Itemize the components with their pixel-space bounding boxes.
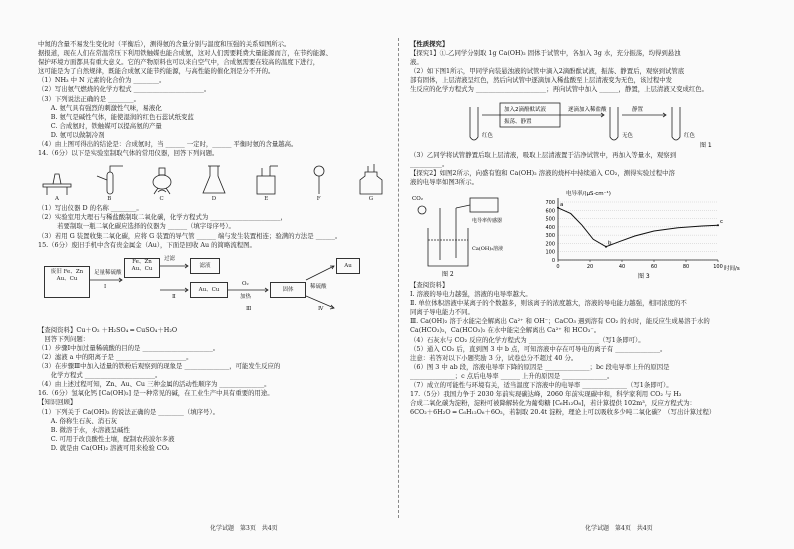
text-line: Ⅰ. 溶液的导电力越强，溶液的电导率越大。 [410,290,532,299]
text-line: 据报道，现在人们在常温常压下利用铁触媒也能合成氨，这对人们需要耗费大量能源而言，在节约能源、 [38,49,332,58]
text-line: （5）通入 CO₂ 后，直到图 3 中 b 点，可知溶液中存在可导电的离子有 ______________。 [410,344,667,353]
inquiry-2 [410,151,762,187]
text-line: 【探究2】如图2所示，向盛有饱和 Ca(OH)₂ 溶液的烧杯中持续通入 CO₂，测得实验过程中溶 [410,168,675,177]
chart-point [557,207,559,209]
flow-box-text: 废旧 Fe、Zn Au、Cu [50,268,84,282]
text-line: 17.（5分）我国力争于 2030 年前实现碳达峰，2060 年前实现碳中和，科学家利用 CO₂ 与 H₂ [410,390,682,399]
fig1-step-label: 加入2滴酚酞试液 [504,106,546,113]
chart-ytick-label: 400 [545,224,555,231]
apparatus-figure [38,159,390,203]
figure-3-caption: 图 3 [638,272,650,280]
text-line: A. 俗称生石灰、消石灰 [38,416,117,425]
question-14-parts [38,204,390,240]
flow-step-label: 稀硫酸 [310,283,327,290]
text-line: Ca(HCO₃)₂，Ca(HCO₃)₂ 在水中能完全解离出 Ca²⁺ 和 HCO₃⁻。 [410,326,601,335]
flow-stage-number: Ⅳ [318,305,324,312]
text-line: B. 氨气是碱性气体，能使湿润的红色石蕊试纸变蓝 [38,112,194,121]
text-line: 【查阅资料】 [410,280,449,289]
figure-1-caption: 图 1 [700,141,712,149]
chart-point [717,224,719,226]
text-line: 16.（6分）氢氧化钙 [Ca(OH)₂] 是一种常见的碱，在工业生产中具有重要的用途。 [38,389,274,398]
text-line: 保护环境方面都具有重大意义。它的产物原料也可以来自空气中，合成氨需要在较高的温度下进行， [38,58,320,67]
apparatus-label: B [107,196,112,203]
text-line: 15.（6分）废旧手机中含有贵金属金（Au），下面是回收 Au 的简略流程图。 [38,240,256,249]
question-15-parts [38,326,390,390]
chart-xtick-label: 100 [713,263,723,270]
apparatus-label: E [264,196,269,203]
text-line: 【知识回顾】 [38,398,77,407]
text-line: （3）若用 G 装置收集二氧化碳，应将 G 装置的导气管 ______ 端与发生装置相连；验满的方法是 ______。 [38,231,342,240]
text-line: （3）乙同学将试管静置后取上层清液，吸取上层清液置于洁净试管中，再加入等量水，观察到 [410,150,677,159]
text-line: （1）写出仪器 D 的名称 ________。 [38,204,143,213]
conductivity-chart [528,188,758,280]
question-16 [38,389,390,453]
text-line: （3）在步骤Ⅲ中加入适量的铁粉后观察到的现象是 ______________，可能发生反应的 [38,362,281,371]
text-line: D. 氨可以做制冷剂 [38,130,105,139]
text-line: （1）NH₃ 中 N 元素的化合价为 ________。 [38,76,166,85]
fig2-label: Ca(OH)₂溶液 [472,245,504,252]
flow-box-text: Au [344,262,352,269]
fig1-step-label: 逐滴加入稀盐酸 [568,106,607,113]
chart-point-label: c [720,219,724,226]
apparatus-a [38,162,76,203]
text-line: 部有固体，上层清液呈红色，然后向试管中逐滴加入稀盐酸至上层清液变为无色，该过程中发 [410,76,673,85]
footer-page-3: 化学试题 第3页 共4页 [210,525,278,532]
figure-1 [410,97,762,149]
left-column [38,40,390,515]
apparatus-label: A [55,196,59,203]
passage-ammonia [38,40,390,76]
text-line: ______________；c 点后电导率 ______ 上升的原因是 ______________。 [410,371,614,380]
text-line: （7）成立的可能性与环境有关，适当温度下溶液中的电导率 ______________（写1条即可）。 [410,380,673,389]
text-line: （2）如下图1所示，甲同学向装悬浊液的试管中滴入2滴酚酞试液，振荡、静置后，观察到试管底 [410,67,685,76]
figure-2-caption: 图 2 [442,270,454,278]
apparatus-label: D [211,196,217,203]
flow-step-label: O₂ [242,280,249,287]
text-line: Ⅱ. 单位体积溶液中某离子的个数越多，则该离子的浓度越大，溶液的导电能力越强，相同浓度的不 [410,299,687,308]
text-line: C. 合成氨时，铁触媒可以提高氨的产量 [38,121,162,130]
apparatus-label: F [316,196,321,203]
chart-xtick-label: 20 [586,263,594,270]
text-line: 化学方程式 ______________________。 [38,371,162,380]
flow-stage-number: Ⅰ [104,283,107,290]
text-line: （4）由上图可得出的结论是：合成氨时，当 ______ 一定时，______ 平衡时氨的含量越高。 [38,140,298,149]
fig1-color-label: 红色 [684,132,696,139]
apparatus-b [90,162,128,203]
fig1-color-label: 无色 [622,132,634,139]
fig1-color-label: 红色 [482,132,494,139]
text-line: 中氮的含量不易发生变化时（平衡后），测得氨的含量分别与温度和压强的关系如图所示。 [38,40,291,48]
flow-box-au-cu [190,282,228,298]
fig1-step-label: 静置 [632,106,644,113]
text-line: 生反应的化学方程式为 ______________________；再向试管中加入 ______，静置，上层清液又变成红色。 [410,85,709,94]
text-line: C. 可用于改良酸性土壤，配制农药波尔多液 [38,434,175,443]
text-line: （4）由上述过程可知，Zn、Au、Cu 三种金属的活动性顺序为 ______________。 [38,380,271,389]
flow-box-solid [270,282,306,298]
chart-point-label: b [608,240,612,247]
apparatus-f [300,162,338,203]
flow-box-raw [44,266,90,298]
flow-box-text: 滤液 [199,262,211,269]
question-15-stem [38,241,390,250]
chart-xtick-label: 80 [682,263,690,270]
apparatus-c [143,162,181,203]
flow-box-filtrate [190,258,220,274]
inquiry-3-and-question-17 [410,281,762,417]
apparatus-label: G [368,196,374,203]
figures-2-3 [410,188,762,280]
flow-box-text: Fe、Zn Au、Cu [131,258,153,272]
fig2-label: CO₂ [412,195,423,202]
chart-series-line [558,208,718,247]
text-line: 若要制取一瓶二氧化碳应选择的仪器为 ______（填字母序号）。 [38,222,235,231]
text-line: 回答下列问题： [38,334,90,343]
chart-ytick-label: 600 [545,208,555,215]
apparatus-label: C [159,196,164,203]
text-line: （2）实验室用大理石与稀盐酸制取二氧化碳，化学方程式为 ______________________， [38,213,287,222]
chart-xtick-label: 40 [618,263,626,270]
flow-box-text: 固体 [282,286,294,293]
text-line: （3）下列说法正确的是 ________。 [38,94,140,103]
text-line: 注意：若答对以下小题奖励 3 分，试卷总分不超过 40 分。 [410,353,578,362]
chart-ytick-label: 500 [545,216,555,223]
right-column [410,40,762,515]
chart-point [605,246,607,248]
flow-box-metals [124,258,160,278]
chart-ytick-label: 300 [545,233,555,240]
fig2-label: 电导率传感器 [472,217,503,224]
text-line: 14.（6分）以下是实验室制取气体的常用仪器，回答下列问题。 [38,149,219,158]
flow-box-text: Au、Cu [198,286,220,293]
chart-ytick-label: 200 [545,241,555,248]
apparatus-d [195,162,233,203]
text-line: B. 微溶于水，水溶液呈碱性 [38,425,130,434]
section-heading: 【性质探究】 [410,40,449,48]
text-line: 合成二氧化碳为淀粉，淀粉可被降解转化为葡萄糖 [C₆H₁₂O₆]，若计算提供 102m³，反应方程式为： [410,399,696,408]
chart-ytick-label: 700 [545,199,555,206]
text-line: D. 就是由 Ca(OH)₂ 溶液可用来检验 CO₂ [38,443,170,452]
inquiry-1 [410,49,762,94]
flow-box-au [336,258,360,274]
text-line: （4）石灰水与 CO₂ 反应的化学方程式为 ______________________（写1条即可）。 [410,335,645,344]
question-13 [38,76,390,149]
text-line: （2）写出氨气燃烧的化学方程式 ______________________。 [38,85,211,94]
chart-ytick-label: 100 [545,249,555,256]
text-line: 这可能是为了自然规律，既能合成氨又能节约能源，与高性能的催化剂是分不开的。 [38,67,275,76]
apparatus-g [352,162,390,203]
figure-2-drawing [410,188,520,280]
chart-ytick-label: 0 [551,257,555,264]
text-line: 液。 [410,58,423,67]
flow-stage-number: Ⅲ [246,305,252,312]
text-line: A. 氨气具有强烈的刺激性气味，易液化 [38,103,162,112]
text-line: （1）步骤Ⅰ中加过量稀硫酸的目的是 ______________________。 [38,343,220,352]
page-divider [398,38,399,518]
text-line: 【探究1】①.乙同学分别取 1g Ca(OH)₂ 固体于试管中，各加入 3g 水，充分振荡，均得到悬浊 [410,49,681,58]
flow-step-label: 足量稀硫酸 [94,269,122,276]
chart-xlabel: 时间/s [724,265,740,272]
apparatus-e [247,162,285,203]
text-line: 同离子导电能力不同。 [410,308,474,317]
flow-step-label: 过滤 [164,255,176,262]
text-line: Ⅲ. Ca(OH)₂ 溶于水能完全解离出 Ca²⁺ 和 OH⁻；CaCO₃ 遇到溶有 CO₂ 的水时，能反应生成易溶于水的 [410,317,710,326]
text-line: （2）滤液 a 中的阳离子是 ______________________。 [38,352,193,361]
text-line: （1）下列关于 Ca(OH)₂ 的说法正确的是 ________（填序号）。 [38,407,220,416]
chart-xtick-label: 0 [556,263,560,270]
text-line: 液的电导率如图3所示。 [410,177,478,186]
fig1-step-label: 振荡、静置 [504,118,532,125]
figure-1-drawing [410,97,762,149]
text-line: __________。 [410,159,449,168]
text-line: 6CO₂＋6H₂O ═ C₆H₁₂O₆＋6O₂，若制取 20.4t 淀粉，理论上可以吸收多少吨二氧化碳？（写出计算过程） [410,408,716,417]
flow-step-label: 加热 [240,293,252,300]
question-14-stem [38,149,390,158]
text-line: （6）图 3 中 ab 段，溶液电导率下降的原因是 ______________；bc 段电导率上升的原因是 [410,362,670,371]
footer-page-4: 化学试题 第4页 共4页 [585,525,653,532]
chart-point-label: a [560,201,564,208]
flow-stage-number: Ⅱ [172,293,176,300]
gold-recovery-flowchart [38,252,390,324]
text-line: 【查阅资料】Cu＋O₂ ＋H₂SO₄ ═ CuSO₄＋H₂O [38,325,178,334]
chart-title: 电导率/(μS·cm⁻¹) [566,190,611,197]
chart-xtick-label: 60 [650,263,658,270]
